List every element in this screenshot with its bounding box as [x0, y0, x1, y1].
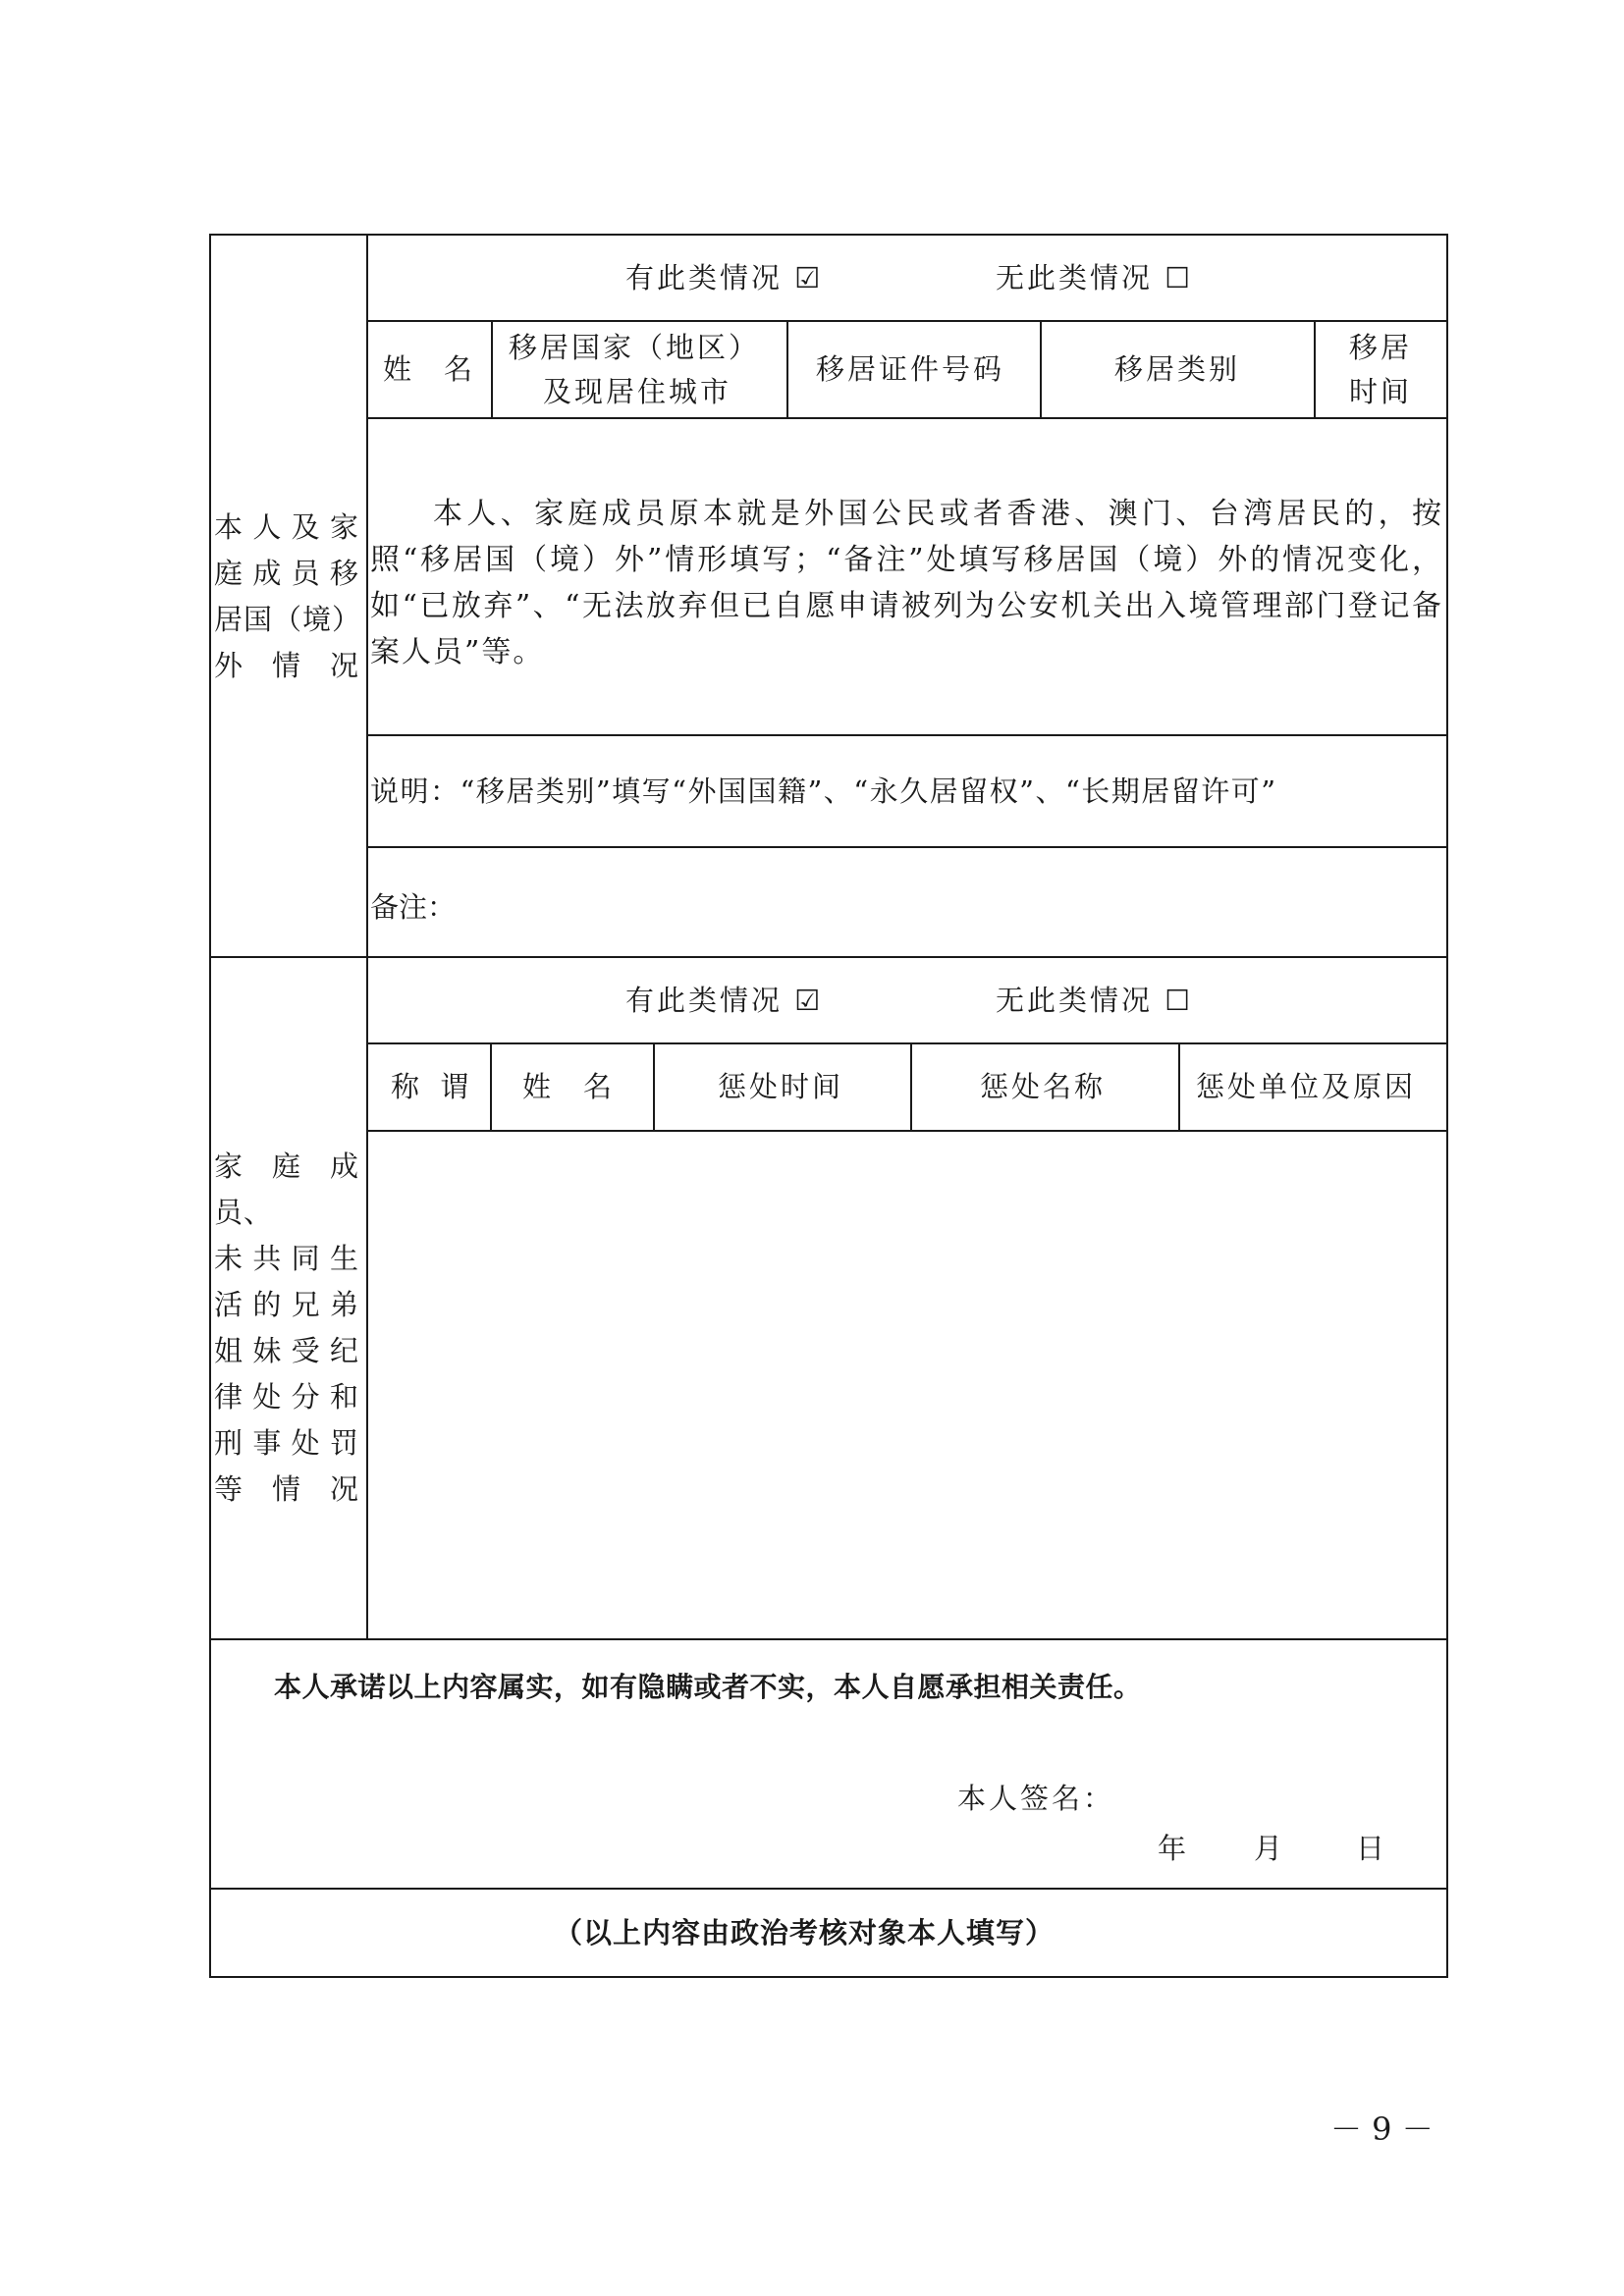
s2-line-after-header [366, 1130, 1447, 1132]
s1-line-after-case [366, 320, 1447, 322]
checked-box-icon[interactable]: ☑ [794, 261, 824, 294]
s2-side-label-line: 活的兄弟 [214, 1288, 359, 1321]
s2-col-unit-reason: 惩处单位及原因 [1196, 1070, 1417, 1103]
s1-no-case-label: 无此类情况 [996, 261, 1154, 294]
s1-col-time-line2: 时间 [1349, 375, 1413, 408]
s1-no-case-option [996, 261, 1194, 294]
s1-side-label [214, 505, 362, 689]
s1-col-cert-no: 移居证件号码 [816, 352, 1005, 386]
s2-col-punish-name: 惩处名称 [980, 1070, 1107, 1103]
table-border-top [209, 234, 1448, 236]
s2-col-divider-3 [910, 1042, 912, 1131]
s1-line-after-note [366, 846, 1447, 848]
s1-col-type: 移居类别 [1114, 352, 1241, 386]
s1-remarks-field[interactable] [452, 864, 1434, 942]
section-separator [209, 956, 1448, 958]
s1-side-label-line: 外 情 况 [214, 649, 359, 682]
s1-migration-type-note: 说明：“移居类别”填写“外国国籍”、“永久居留权”、“长期居留许可” [370, 774, 1277, 808]
footer-note: （以上内容由政治考核对象本人填写） [554, 1916, 1056, 1949]
s1-remarks-label: 备注： [370, 890, 457, 924]
table-border-bottom [209, 1976, 1448, 1978]
s1-side-label-line: 庭成员移 [214, 557, 359, 590]
s1-side-label-line: 本人及家 [214, 510, 359, 544]
s1-line-after-instruction [366, 734, 1447, 736]
date-year: 年 [1158, 1832, 1187, 1865]
s1-has-case-option [625, 261, 824, 294]
s1-col-divider-1 [491, 320, 493, 418]
page-number: － 9 － [1330, 2110, 1434, 2148]
pledge-statement: 本人承诺以上内容属实，如有隐瞒或者不实，本人自愿承担相关责任。 [274, 1671, 1142, 1703]
s2-side-label-line: 未共同生 [214, 1242, 359, 1275]
checked-box-icon[interactable]: ☑ [794, 984, 824, 1017]
pledge-top-line [209, 1638, 1448, 1640]
s2-line-after-case [366, 1042, 1447, 1044]
pledge-bottom-line [209, 1888, 1448, 1890]
date-month: 月 [1254, 1832, 1283, 1865]
s1-col-time-line1: 移居 [1349, 331, 1413, 364]
s1-side-label-line: 居国（境） [214, 603, 362, 636]
s2-col-divider-1 [490, 1042, 492, 1131]
table-border-left [209, 234, 211, 1978]
s1-col-divider-3 [1040, 320, 1042, 418]
s2-side-label [214, 1144, 359, 1513]
s1-col-divider-4 [1314, 320, 1316, 418]
signature-field[interactable] [1110, 1772, 1424, 1821]
s2-side-label-line: 刑事处罚 [214, 1426, 359, 1460]
s1-col-divider-2 [786, 320, 788, 418]
s2-side-label-line: 律处分和 [214, 1380, 359, 1414]
unchecked-box-icon[interactable]: ☐ [1164, 984, 1194, 1017]
date-day: 日 [1356, 1832, 1385, 1865]
unchecked-box-icon[interactable]: ☐ [1164, 261, 1194, 294]
s2-has-case-option [625, 984, 824, 1017]
s2-col-time: 惩处时间 [718, 1070, 844, 1103]
s1-has-case-label: 有此类情况 [625, 261, 784, 294]
s2-entry-area[interactable] [369, 1133, 1445, 1637]
s1-instruction-text: 本人、家庭成员原本就是外国公民或者香港、澳门、台湾居民的，按照“移居国（境）外”情形填写；“备注”处填写移居国（境）外的情况变化，如“已放弃”、“无法放弃但已自愿申请被列为公安机关出入境管理部门登记备案人员”等。 [370, 497, 1443, 669]
s1-col-country-line2: 及现居住城市 [543, 375, 732, 408]
s2-no-case-label: 无此类情况 [996, 984, 1154, 1017]
s2-col-divider-2 [653, 1042, 655, 1131]
s1-col-country-line1: 移居国家（地区） [509, 331, 761, 364]
table-border-right [1446, 234, 1448, 1978]
s2-side-label-line: 家庭成员、 [214, 1149, 359, 1229]
label-column-divider [366, 234, 368, 1639]
s2-no-case-option [996, 984, 1194, 1017]
s2-col-divider-4 [1178, 1042, 1180, 1131]
signature-label: 本人签名： [957, 1782, 1115, 1815]
s2-side-label-line: 姐妹受纪 [214, 1334, 359, 1367]
s1-entry-area[interactable] [369, 421, 1445, 480]
s2-col-relation: 称 谓 [391, 1070, 475, 1103]
s2-col-name: 姓 名 [522, 1070, 615, 1103]
s2-has-case-label: 有此类情况 [625, 984, 784, 1017]
s1-line-after-header [366, 417, 1447, 419]
s2-side-label-line: 等 情 况 [214, 1472, 359, 1506]
s1-col-name: 姓 名 [383, 352, 475, 386]
